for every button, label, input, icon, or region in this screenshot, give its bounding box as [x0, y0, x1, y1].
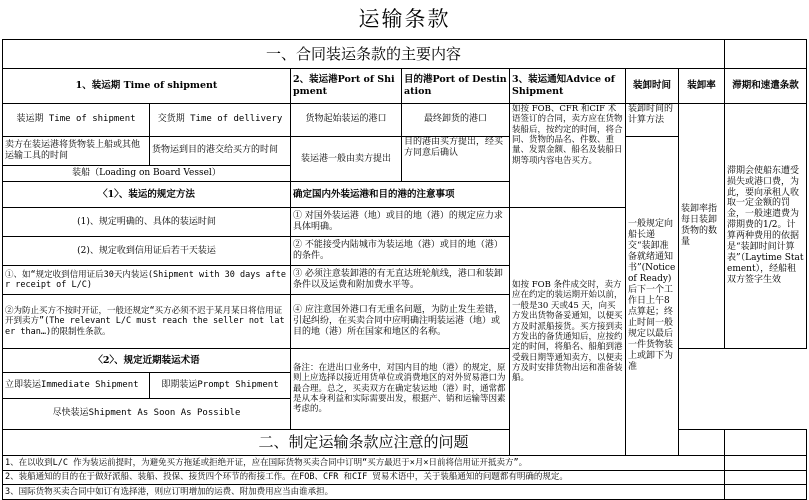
header-port-of-shipment: 2、装运港Port of Shipment: [291, 68, 402, 103]
cell-advice-fob-ready: 如按 FOB 条件成交时，卖方应在约定的装运期开始以前，一般是30 天或45 天，向买方发出货物备妥通知，以便买方及时派船接货。买方接到卖方发出的备货通知后，应按约定的时间，将船名、船舶到港受载日期等通知卖方，以便卖方及时安排货物出运和准备装船。: [510, 208, 626, 456]
method-1: (1)、规定明确的、具体的装运时间: [3, 208, 291, 237]
port-note-2: ② 不能接受内陆城市为装运地（港）或目的地（港）的条件。: [291, 237, 510, 266]
cell-delivery-definition: 货物运到目的港交给买方的时间: [150, 136, 291, 165]
cell-loading-time-method: 装卸时间的计算方法: [626, 103, 679, 136]
cell-loading-on-board: 装船（Loading on Board Vessel）: [3, 165, 291, 182]
blank-cell: [725, 456, 807, 470]
method-2-example: ①、如“规定收到信用证后30天内装运(Shipment with 30 days after receipt of L/C): [3, 266, 291, 295]
heading-shipment-methods: 〈1〉、装运的规定方法: [3, 182, 291, 208]
cell-port-buyer: 目的港由买方提出，经买方同意后确认: [402, 136, 510, 181]
section-1-heading: 一、合同装运条款的主要内容: [3, 39, 725, 68]
method-2: (2)、规定收到信用证后若干天装运: [3, 237, 291, 266]
cell-time-of-delivery: 交货期 Time of dellivery: [150, 103, 291, 136]
method-2-limit: ②为防止买方不按时开证，一般还规定“买方必须不迟于某月某日将信用证开到卖方”(The relevant L/C must reach the seller not later than…)的限制性条款。: [3, 295, 291, 349]
cell-port-seller: 装运港一般由卖方提出: [291, 136, 402, 181]
cell-port-start: 货物起始装运的港口: [291, 103, 402, 136]
term-prompt: 即期装运Prompt Shipment: [150, 372, 291, 398]
header-port-of-destination: 目的港Port of Destination: [402, 68, 510, 103]
cell-advice-fob-cfr-cif: 如按 FOB、CFR 和CIF 术语签订的合同，卖方应在货物装船后，按约定的时间，将合同、货物的品名、件数、重量、发票金额、船名及装船日期等项内容电告买方。: [510, 103, 626, 207]
blank-cell: [725, 39, 807, 68]
cell-loading-notice: 一般规定向船长递交“装卸准备就绪通知书”(Notice of Ready)后下一个工作日上午8点算起；终止时间一般规定以最后一件货物装上或卸下为准: [626, 136, 679, 455]
cell-shipment-definition: 卖方在装运港将货物装上船或其他运输工具的时间: [3, 136, 150, 165]
header-loading-rate: 装卸率: [679, 68, 725, 103]
header-demurrage: 滞期和速遣条款: [725, 68, 807, 103]
blank-cell: [725, 429, 807, 456]
term-asap: 尽快装运Shipment As Soon As Possible: [3, 398, 291, 429]
port-remark: 备注：在进出口业务中，对国内目的地（港）的规定，原则上应选择以接近用货单位或消费地区的对外贸易港口为最合理。总之，买卖双方在确定装运地（港）时，通常都是从本身利益和实际需要出发，根据产、销和运输等因素考虑的。: [291, 348, 510, 429]
cell-demurrage: 滞期会使船东遭受损失或港口费，为此，要向承租人收取一定金额的罚金，一般速遣费为滞期费的1/2。计算两种费用的依据是“装卸时间计算表”（Laytime Statement），经船租双方签字生效: [725, 103, 807, 348]
header-time-of-shipment: 1、装运期 Time of shipment: [3, 68, 291, 103]
note-2: 2、装船通知的目的在于做好派船、装船、投保、接货四个环节的衔接工作。在FOB、CFR 和CIF 贸易术语中，关于装船通知的问题都有明确的规定。: [3, 470, 725, 484]
note-1: 1、在以收到L/C 作为装运前提时，为避免买方拖延或拒绝开证，应在国际货物买卖合同中订明“买方最迟于×月×日前将信用证开抵卖方”。: [3, 456, 725, 470]
heading-port-notes: 确定国内外装运港和目的港的注意事项: [291, 182, 510, 208]
transport-terms-sheet: [2, 0, 807, 500]
header-advice-of-shipment: 3、装运通知Advice of Shipment: [510, 68, 626, 103]
term-immediate: 立即装运Immediate Shipment: [3, 372, 150, 398]
blank-cell: [725, 485, 807, 500]
cell-time-of-shipment: 装运期 Time of shipment: [3, 103, 150, 136]
sheet-title: 运输条款: [358, 6, 451, 31]
port-note-1: ① 对国外装运港（地）或目的地（港）的规定应力求具体明确。: [291, 208, 510, 237]
port-note-4: ④ 应注意国外港口有无重名问题，为防止发生差错，引起纠纷，在买卖合同中应明确注明装运港（地）或目的地（港）所在国家和地区的名称。: [291, 295, 510, 349]
cell-port-end: 最终卸货的港口: [402, 103, 510, 136]
header-loading-time: 装卸时间: [626, 68, 679, 103]
blank-cell: [725, 470, 807, 484]
note-3: 3、国际货物买卖合同中如订有选择港，则应订明增加的运费、附加费用应当由谁承担。: [3, 485, 725, 500]
cell-loading-rate: 装卸率指每日装卸货物的数量: [679, 103, 725, 348]
section-2-heading: 二、制定运输条款应注意的问题: [3, 429, 725, 456]
port-note-3: ③ 必须注意装卸港的有无直达班轮航线，港口和装卸条件以及运费和附加费水平等。: [291, 266, 510, 295]
heading-shipment-terms: 〈2〉、规定近期装运术语: [3, 348, 291, 372]
